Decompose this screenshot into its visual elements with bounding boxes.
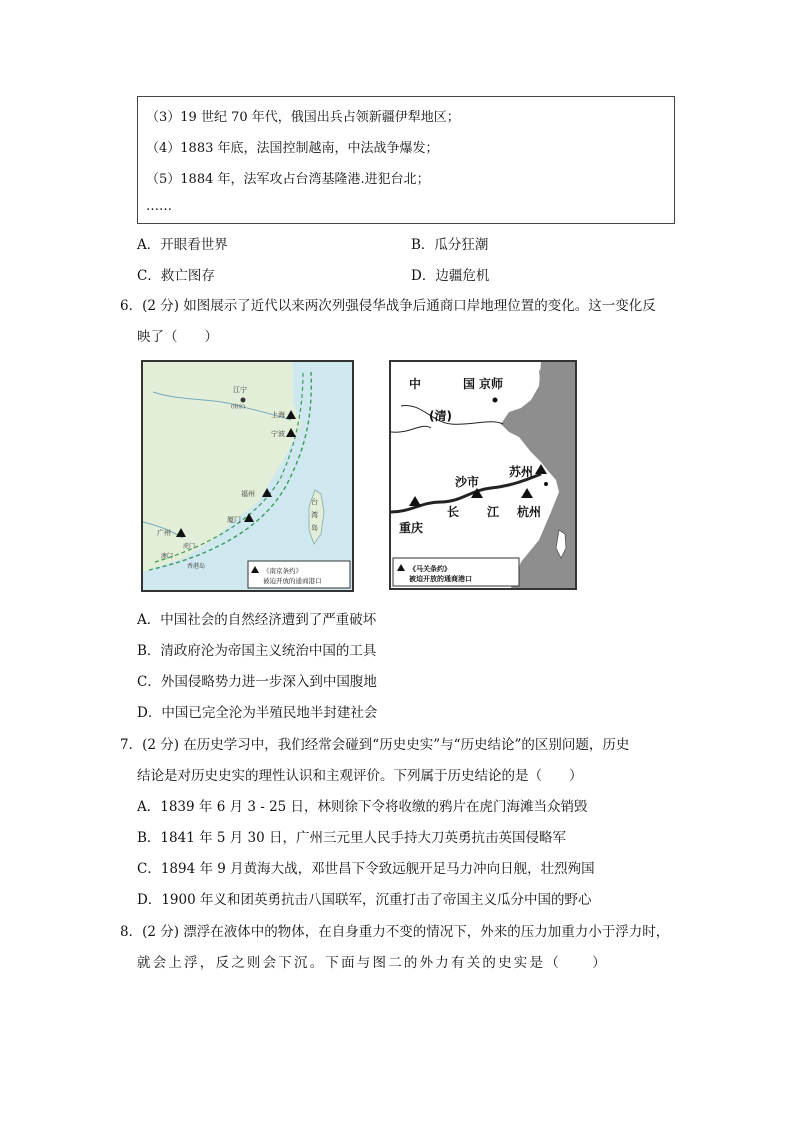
legend-desc: 被迫开放的通商港口 (409, 575, 472, 583)
q7-stem-line2: 结论是对历史史实的理性认识和主观评价。下列属于历史结论的是（ ） (137, 768, 583, 784)
q7-option-c[interactable]: C．1894 年 9 月黄海大战，邓世昌下令致远舰开足马力冲向日舰，壮烈殉国 (137, 861, 595, 877)
map-label: 宁波 (271, 430, 285, 438)
q7-option-d[interactable]: D．1900 年义和团英勇抗击八国联军，沉重打击了帝国主义瓜分中国的野心 (137, 892, 592, 908)
q5-box-line: …… (146, 199, 172, 214)
map-label: 澳门 (161, 553, 174, 560)
port-marker-hangzhou (521, 488, 533, 498)
q6-option-a[interactable]: A．中国社会的自然经济遭到了严重破坏 (137, 612, 377, 628)
q5-option-c[interactable]: C．救亡图存 (137, 268, 215, 284)
map-label: 长 (447, 505, 460, 519)
map-label: 苏州 (509, 465, 534, 479)
legend-title: 《马关条约》 (409, 565, 451, 573)
map-label: 上海 (271, 411, 285, 419)
map-label: 岛 (311, 524, 318, 532)
city-dot-shanghai (544, 482, 548, 486)
sea-area (143, 362, 352, 590)
q8-stem-line1: 8．(2 分) 漂浮在液体中的物体，在自身重力不变的情况下，外来的压力加重力小于浮力时， (120, 924, 670, 940)
map-label: 虎门 (183, 543, 196, 550)
border-line (401, 405, 503, 424)
map-label: (清) (429, 409, 452, 423)
nanjing-map-graphic (143, 362, 352, 590)
city-dot-jingshi (493, 398, 498, 403)
map-label: 重庆 (399, 521, 424, 535)
map-label: 香港岛 (187, 563, 206, 570)
map-label: 京师 (479, 377, 504, 391)
map-label: 杭州 (517, 505, 542, 519)
port-marker-ningbo (286, 428, 296, 437)
q5-source-box (137, 96, 675, 224)
map-label: 国 (463, 377, 476, 391)
port-marker-guangzhou (176, 528, 186, 537)
shimonoseki-map-graphic (391, 362, 575, 588)
map-label: 江宁 (233, 386, 247, 394)
nanjing-treaty-map (141, 360, 354, 592)
city-dot-jiangning (241, 398, 246, 403)
map-label: 江 (487, 505, 500, 519)
border-line (391, 426, 431, 432)
q8-stem-line2: 就会上浮，反之则会下沉。下面与图二的外力有关的史实是（ ） (137, 955, 608, 971)
map-label: 湾 (311, 511, 318, 519)
map-label: 台 (311, 498, 318, 506)
port-marker-chongqing (409, 496, 421, 506)
map-label: 广州 (157, 529, 171, 537)
q6-option-b[interactable]: B．清政府沦为帝国主义统治中国的工具 (137, 643, 377, 659)
q6-option-c[interactable]: C．外国侵略势力进一步深入到中国腹地 (137, 674, 377, 690)
q5-box-line: （5）1884 年，法军攻占台湾基隆港.进犯台北； (146, 172, 430, 187)
q7-option-a[interactable]: A．1839 年 6 月 3 - 25 日，林则徐下令将收缴的鸦片在虎门海滩当众销毁 (137, 799, 588, 815)
q7-option-b[interactable]: B．1841 年 5 月 30 日，广州三元里人民手持大刀英勇抗击英国侵略军 (137, 830, 566, 846)
legend-desc: 被迫开放的通商港口 (263, 577, 322, 585)
map-label: (南京) (231, 404, 245, 410)
map-label: 沙市 (455, 475, 480, 489)
q7-stem-line1: 7．(2 分) 在历史学习中，我们经常会碰到“历史史实”与“历史结论”的区别问题，历史 (120, 737, 630, 753)
port-marker-shanghai (286, 410, 296, 419)
map-label: 中 (409, 377, 422, 391)
q5-option-b[interactable]: B．瓜分狂潮 (411, 237, 489, 253)
q5-box-line: （4）1883 年底，法国控制越南，中法战争爆发； (146, 141, 439, 156)
q6-option-d[interactable]: D．中国已完全沦为半殖民地半封建社会 (137, 705, 378, 721)
q5-option-a[interactable]: A．开眼看世界 (137, 237, 228, 253)
legend-title: 《南京条约》 (263, 567, 302, 575)
map-label: 厦门 (227, 516, 241, 524)
shimonoseki-treaty-map (389, 360, 577, 590)
q6-stem-line2: 映了（ ） (137, 329, 218, 345)
map-label: 福州 (241, 490, 255, 498)
q5-box-line: （3）19 世纪 70 年代，俄国出兵占领新疆伊犁地区； (146, 110, 460, 125)
q5-option-d[interactable]: D．边疆危机 (411, 268, 490, 284)
q6-stem-line1: 6．(2 分) 如图展示了近代以来两次列强侵华战争后通商口岸地理位置的变化。这一变化反 (120, 298, 656, 314)
